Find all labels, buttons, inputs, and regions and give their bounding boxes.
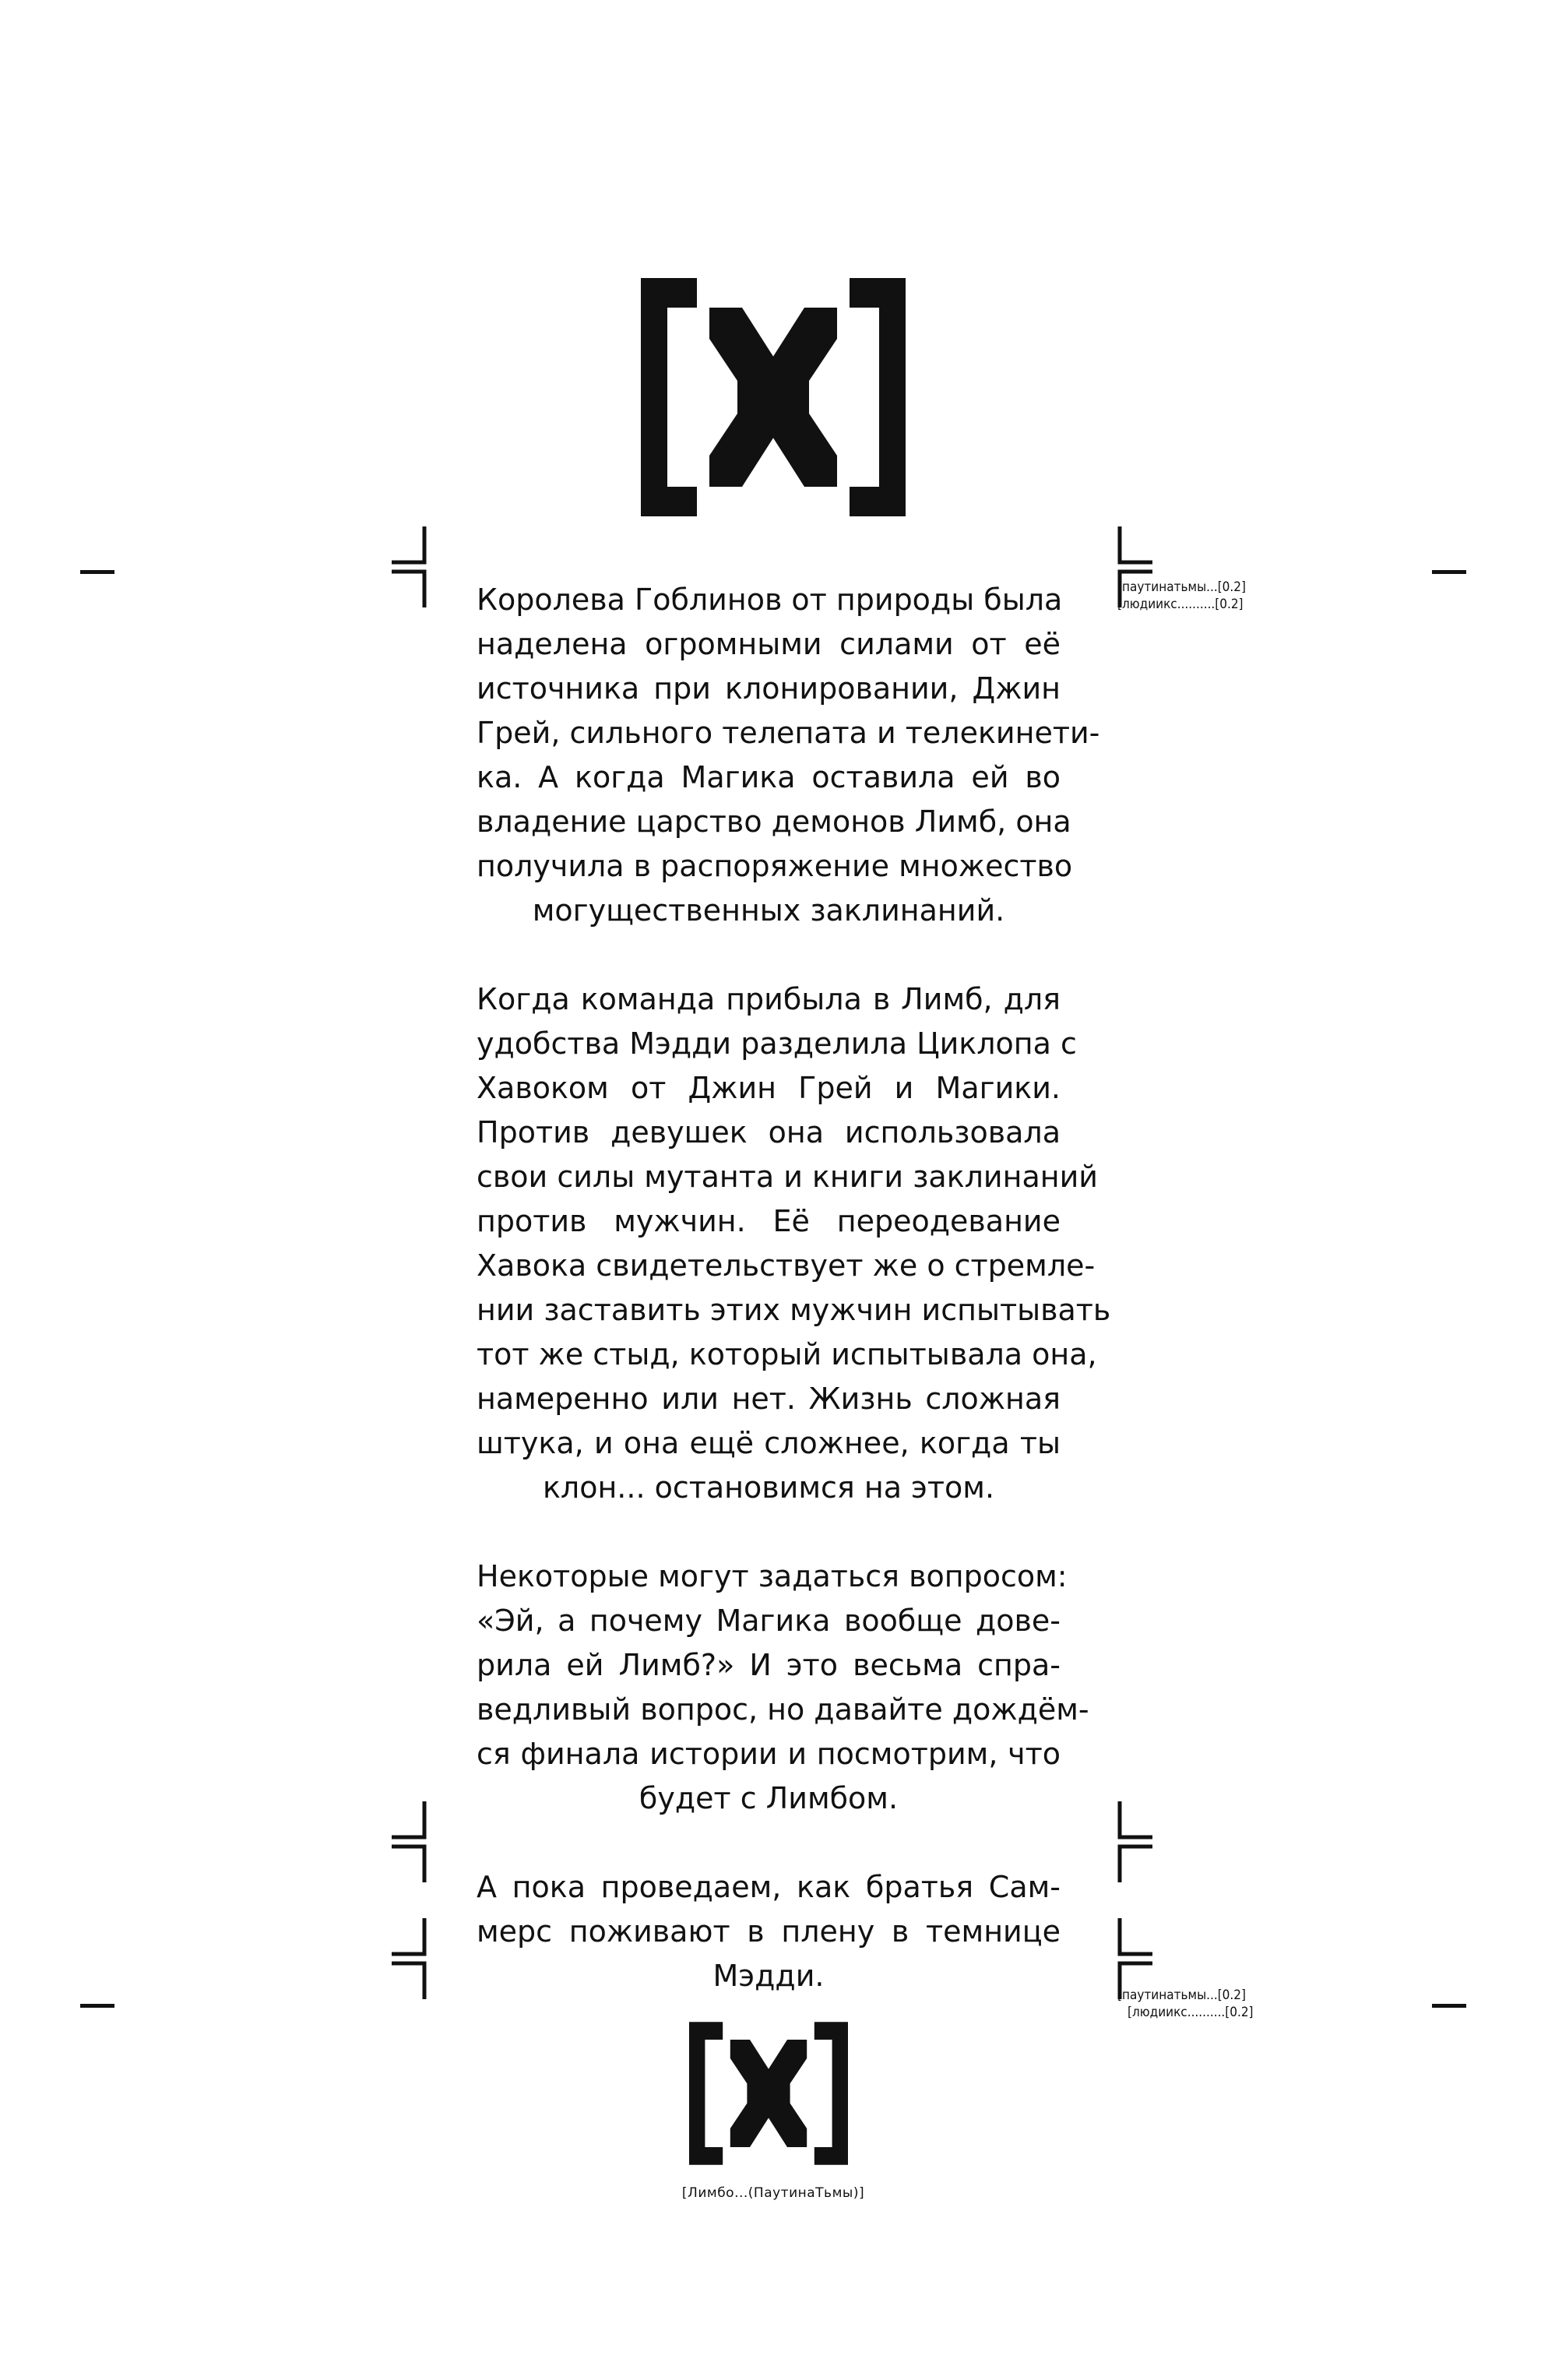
text-line: Королева Гоблинов от природы была (477, 583, 1063, 617)
text-line: ведливый вопрос, но давайте дождём- (477, 1692, 1089, 1727)
text-line: «Эй, а почему Магика вообще дове- (477, 1604, 1061, 1638)
side-tag-top-line1: [паутинатьмы...[0.2] (1117, 579, 1246, 595)
crop-mark-right-1 (1117, 526, 1152, 607)
text-line: Хавока свидетельствует же о стремле- (477, 1248, 1096, 1283)
crop-dash-right-bottom (1432, 2004, 1466, 2008)
crop-dash-left-bottom (80, 2004, 114, 2008)
text-line-last: клон... остановимся на этом. (542, 1470, 995, 1505)
text-line: А пока проведаем, как братья Сам- (477, 1870, 1061, 1904)
text-line: тот же стыд, который испытывала она, (477, 1337, 1097, 1371)
crop-dash-right-top (1432, 570, 1466, 574)
text-line-last: будет с Лимбом. (639, 1781, 899, 1815)
text-line: Грей, сильного телепата и телекинети- (477, 716, 1100, 750)
paragraph (477, 977, 1111, 1510)
side-tag-bottom-line1: [паутинатьмы...[0.2] (1117, 1987, 1246, 2003)
logo-caption: [Лимбо...(ПаутинаТьмы)] (681, 2185, 865, 2201)
side-tag-bottom-line2: [людиикс..........[0.2] (1128, 2005, 1254, 2020)
text-line: наделена огромными силами от её (477, 627, 1061, 661)
crop-mark-left-1 (392, 526, 427, 607)
text-line: Хавоком от Джин Грей и Магики. (477, 1071, 1061, 1105)
crop-mark-left-3 (392, 1918, 427, 1999)
text-line: ка. А когда Магика оставила ей во (477, 760, 1061, 794)
text-line: владение царство демонов Лимб, она (477, 804, 1071, 839)
text-line: Когда команда прибыла в Лимб, для (477, 982, 1061, 1016)
crop-mark-left-2 (392, 1801, 427, 1882)
text-line: источника при клонировании, Джин (477, 671, 1061, 706)
text-line: Некоторые могут задаться вопросом: (477, 1559, 1068, 1593)
article-body (477, 578, 1111, 2043)
paragraph (477, 1554, 1089, 1821)
paragraph (477, 1865, 1061, 1998)
side-tag-top-line2: [людиикс..........[0.2] (1117, 597, 1244, 612)
text-line: штука, и она ещё сложнее, когда ты (477, 1426, 1061, 1460)
text-line: нии заставить этих мужчин испытывать (477, 1293, 1111, 1327)
text-line: удобства Мэдди разделила Циклопа с (477, 1026, 1077, 1061)
paragraph (477, 578, 1100, 933)
text-line-last: могущественных заклинаний. (532, 893, 1005, 928)
text-line: получила в распоряжение множество (477, 849, 1073, 883)
text-line-last: Мэдди. (712, 1959, 825, 1993)
text-line: свои силы мутанта и книги заклинаний (477, 1160, 1098, 1194)
text-line: мерс поживают в плену в темнице (477, 1914, 1061, 1949)
x-bracket-logo-icon (641, 278, 906, 516)
text-line: рила ей Лимб?» И это весьма спра- (477, 1648, 1061, 1682)
text-line: ся финала истории и посмотрим, что (477, 1737, 1061, 1771)
crop-dash-left-top (80, 570, 114, 574)
crop-mark-right-2 (1117, 1801, 1152, 1882)
text-line: намеренно или нет. Жизнь сложная (477, 1382, 1061, 1416)
text-line: Против девушек она использовала (477, 1115, 1061, 1150)
text-line: против мужчин. Её переодевание (477, 1204, 1061, 1238)
